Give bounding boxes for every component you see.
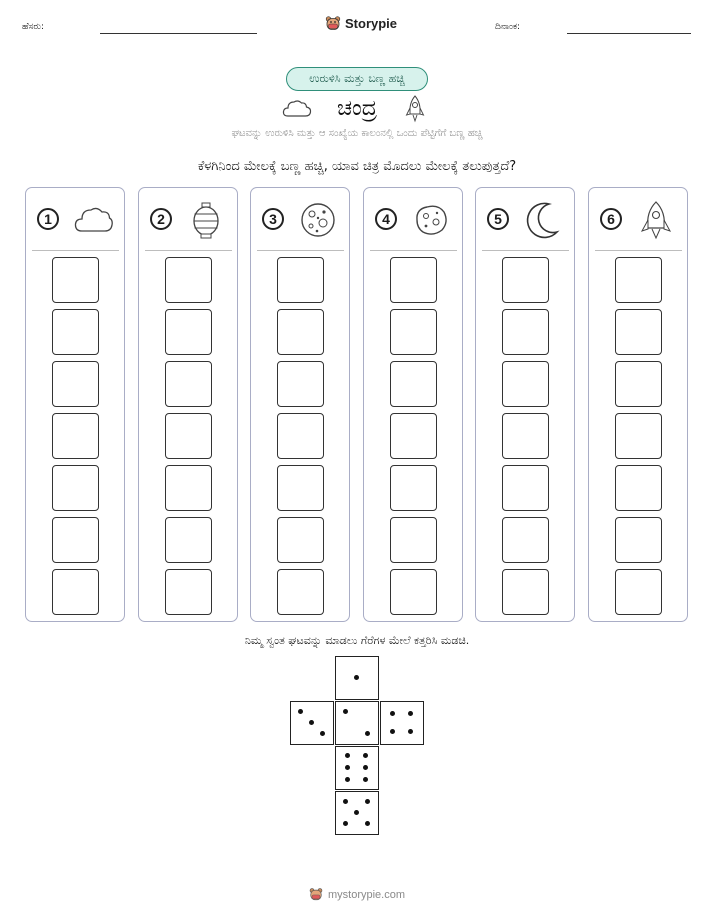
dice-face-six <box>335 746 379 790</box>
dice-pip <box>354 675 359 680</box>
dice-pip <box>320 731 325 736</box>
column-divider <box>145 250 232 251</box>
color-box[interactable] <box>390 413 437 459</box>
bear-mascot-icon <box>309 887 323 902</box>
dice-pip <box>365 821 370 826</box>
dice-pip <box>408 711 413 716</box>
color-box[interactable] <box>277 309 324 355</box>
dice-face-one <box>335 656 379 700</box>
dice-pip <box>365 731 370 736</box>
color-box[interactable] <box>502 413 549 459</box>
color-box[interactable] <box>615 309 662 355</box>
date-line <box>567 33 691 34</box>
question-text: ಕೆಳಗಿನಿಂದ ಮೇಲಕ್ಕೆ ಬಣ್ಣ ಹಚ್ಚಿ, ಯಾವ ಚಿತ್ರ ಮೊದಲು ಮೇಲಕ್ಕೆ ತಲುಪುತ್ತದೆ? <box>197 159 517 174</box>
column-number: 2 <box>150 208 172 230</box>
color-box[interactable] <box>390 465 437 511</box>
column-divider <box>257 250 344 251</box>
name-label: ಹೆಸರು: <box>22 22 45 32</box>
roll-column-6 <box>588 187 688 622</box>
footer-site: mystorypie.com <box>327 888 406 901</box>
instructions-subtitle: ಘಟವನ್ನು ಉರುಳಿಸಿ ಮತ್ತು ಆ ಸಂಖ್ಯೆಯ ಕಾಲಂನಲ್ಲಿ ಒಂದು ಪೆಟ್ಟಿಗೆಗೆ ಬಣ್ಣ ಹಚ್ಚಿ <box>231 128 483 139</box>
color-box[interactable] <box>52 517 99 563</box>
column-number: 5 <box>487 208 509 230</box>
cloud-icon <box>73 200 113 240</box>
crescent-moon-icon <box>523 200 563 240</box>
color-box[interactable] <box>52 413 99 459</box>
dice-pip <box>345 777 350 782</box>
dice-pip <box>363 777 368 782</box>
brand-logo <box>325 13 397 33</box>
moon-surface-icon <box>298 200 338 240</box>
page-title: ಚಂದ್ರ <box>337 96 377 121</box>
dice-net <box>290 656 424 836</box>
dice-pip <box>345 753 350 758</box>
dice-pip <box>363 765 368 770</box>
color-box[interactable] <box>502 309 549 355</box>
roll-column-4 <box>363 187 463 622</box>
bear-mascot-icon <box>325 15 341 32</box>
color-box[interactable] <box>390 361 437 407</box>
color-box[interactable] <box>390 309 437 355</box>
column-number: 6 <box>600 208 622 230</box>
dice-face-two <box>335 701 379 745</box>
color-box[interactable] <box>615 257 662 303</box>
column-divider <box>370 250 457 251</box>
color-box[interactable] <box>52 465 99 511</box>
dice-pip <box>363 753 368 758</box>
color-box[interactable] <box>165 309 212 355</box>
color-box[interactable] <box>502 569 549 615</box>
color-box[interactable] <box>615 517 662 563</box>
color-box[interactable] <box>277 413 324 459</box>
dice-pip <box>365 799 370 804</box>
activity-tag-text: ಉರುಳಿಸಿ ಮತ್ತು ಬಣ್ಣ ಹಚ್ಚಿ <box>309 72 405 85</box>
color-box[interactable] <box>502 517 549 563</box>
color-box[interactable] <box>277 569 324 615</box>
color-box[interactable] <box>277 465 324 511</box>
activity-tag <box>286 67 428 91</box>
dice-pip <box>298 709 303 714</box>
date-label: ದಿನಾಂಕ: <box>495 22 521 32</box>
color-box[interactable] <box>615 569 662 615</box>
color-box[interactable] <box>277 257 324 303</box>
column-divider <box>482 250 569 251</box>
color-box[interactable] <box>615 361 662 407</box>
color-box[interactable] <box>277 361 324 407</box>
color-box[interactable] <box>165 465 212 511</box>
asteroid-icon <box>411 200 451 240</box>
color-box[interactable] <box>390 517 437 563</box>
color-box[interactable] <box>165 517 212 563</box>
dice-pip <box>343 799 348 804</box>
dice-face-five <box>335 791 379 835</box>
dice-pip <box>343 821 348 826</box>
column-number: 1 <box>37 208 59 230</box>
color-box[interactable] <box>52 569 99 615</box>
color-box[interactable] <box>502 257 549 303</box>
color-box[interactable] <box>165 569 212 615</box>
column-number: 4 <box>375 208 397 230</box>
dice-pip <box>354 810 359 815</box>
color-box[interactable] <box>165 257 212 303</box>
column-divider <box>595 250 682 251</box>
color-box[interactable] <box>502 361 549 407</box>
column-divider <box>32 250 119 251</box>
color-box[interactable] <box>502 465 549 511</box>
color-box[interactable] <box>52 361 99 407</box>
color-box[interactable] <box>277 517 324 563</box>
dice-pip <box>390 729 395 734</box>
color-box[interactable] <box>165 361 212 407</box>
roll-column-5 <box>475 187 575 622</box>
color-box[interactable] <box>615 413 662 459</box>
roll-column-3 <box>250 187 350 622</box>
name-line <box>100 33 257 34</box>
color-box[interactable] <box>52 309 99 355</box>
roll-column-1 <box>25 187 125 622</box>
rocket-icon <box>405 95 425 123</box>
color-box[interactable] <box>390 569 437 615</box>
rocket-icon <box>636 200 676 240</box>
dice-face-four <box>380 701 424 745</box>
color-box[interactable] <box>615 465 662 511</box>
dice-pip <box>408 729 413 734</box>
brand-name: Storypie <box>345 15 398 31</box>
dice-instruction: ನಿಮ್ಮ ಸ್ವಂತ ಘಟವನ್ನು ಮಾಡಲು ಗೆರೆಗಳ ಮೇಲೆ ಕತ್ತರಿಸಿ ಮಡಚಿ. <box>244 634 470 647</box>
dice-pip <box>345 765 350 770</box>
footer <box>0 887 714 902</box>
dice-pip <box>309 720 314 725</box>
lantern-icon <box>186 200 226 240</box>
roll-column-2 <box>138 187 238 622</box>
dice-face-three <box>290 701 334 745</box>
color-box[interactable] <box>165 413 212 459</box>
dice-pip <box>390 711 395 716</box>
dice-pip <box>343 709 348 714</box>
column-number: 3 <box>262 208 284 230</box>
color-box[interactable] <box>390 257 437 303</box>
color-box[interactable] <box>52 257 99 303</box>
